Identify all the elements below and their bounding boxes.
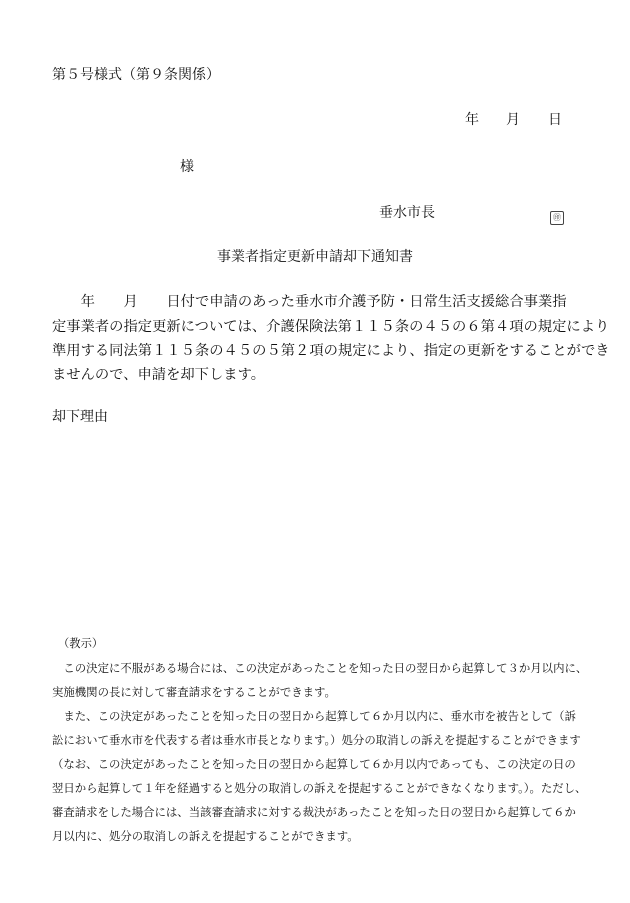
notice-line: この決定に不服がある場合には、この決定があったことを知った日の翌日から起算して３か月以内に、 [52, 661, 588, 675]
notice-line: 月以内に、処分の取消しの訴えを提起することができます。 [52, 829, 359, 843]
notice-line: （なお、この決定があったことを知った日の翌日から起算して６か月以内であっても、この決定の日の [52, 757, 576, 771]
rejection-reason-label: 却下理由 [52, 409, 108, 425]
body-line: 定事業者の指定更新については、介護保険法第１１５条の４５の６第４項の規定により [52, 319, 610, 335]
notice-line: 訟において垂水市を代表する者は垂水市長となります。）処分の取消しの訴えを提起することができます [52, 733, 581, 747]
notice-heading: （教示） [58, 637, 104, 650]
notice-line: 実施機関の長に対して審査請求をすることができます。 [52, 685, 336, 699]
notice-line: 審査請求をした場合には、当該審査請求に対する裁決があったことを知った日の翌日から起算して６か [52, 805, 576, 819]
seal-icon: ㊞ [550, 211, 564, 225]
date-year-label: 年 [465, 112, 479, 128]
date-day-label: 日 [548, 112, 562, 128]
addressee-suffix: 様 [180, 159, 194, 175]
body-line: 準用する同法第１１５条の４５の５第２項の規定により、指定の更新をすることができ [52, 343, 610, 359]
body-line: ませんので、申請を却下します。 [52, 367, 266, 383]
notice-line: また、この決定があったことを知った日の翌日から起算して６か月以内に、垂水市を被告として（訴 [52, 709, 576, 723]
date-month-label: 月 [506, 112, 520, 128]
form-number: 第５号様式（第９条関係） [52, 67, 220, 83]
document-title: 事業者指定更新申請却下通知書 [217, 249, 413, 265]
body-line: 年 月 日付で申請のあった垂水市介護予防・日常生活支援総合事業指 [52, 294, 567, 310]
issuer-name: 垂水市長 [379, 205, 435, 221]
notice-line: 翌日から起算して１年を経過すると処分の取消しの訴えを提起することができなくなります。）。ただし、 [52, 781, 587, 795]
seal-mark [550, 205, 564, 225]
